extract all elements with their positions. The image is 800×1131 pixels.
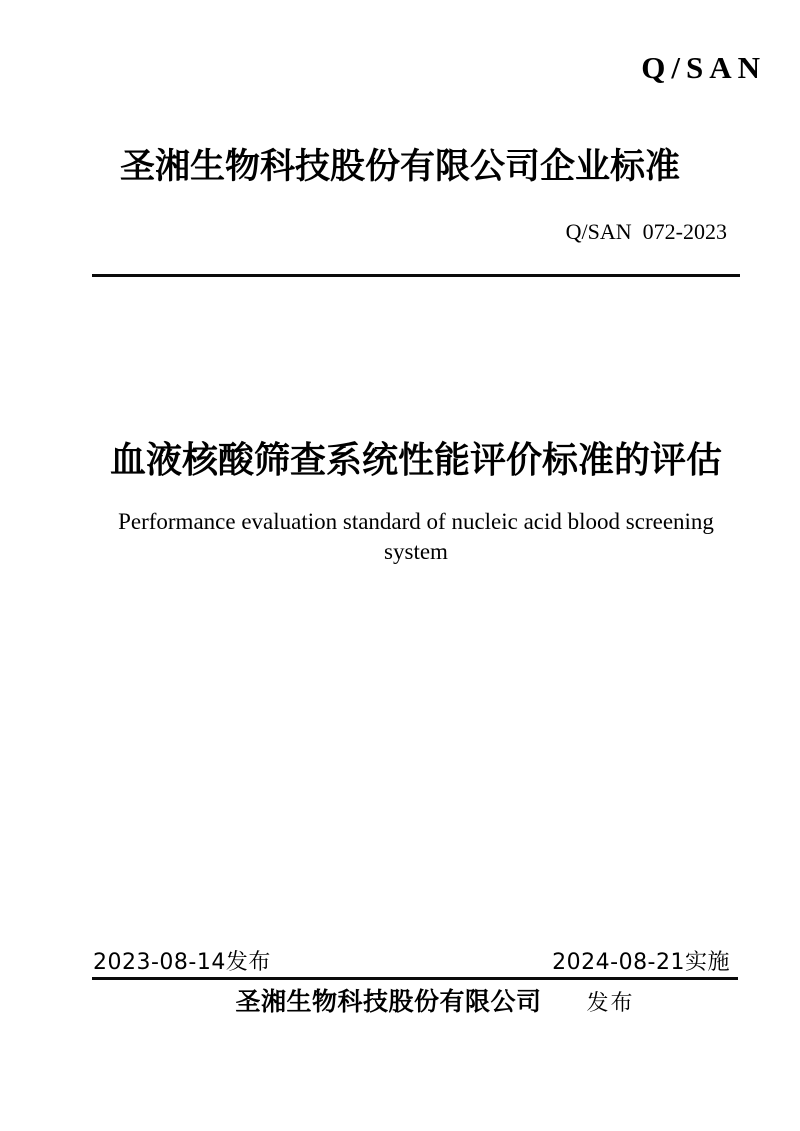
- implementation-date: 2024-08-21实施: [552, 950, 730, 975]
- footer-rule: [92, 977, 738, 980]
- dates-row: [93, 945, 730, 976]
- publisher-row: [92, 982, 740, 1018]
- header-rule: [92, 274, 740, 277]
- issue-date: 2023-08-14发布: [93, 950, 271, 975]
- document-title-en: Performance evaluation standard of nucleic acid blood screening system: [118, 509, 714, 564]
- publish-action-label: 发布: [586, 991, 635, 1016]
- standard-number: Q/SAN 072-2023: [565, 219, 727, 244]
- document-title-zh: 血液核酸筛查系统性能评价标准的评估: [109, 440, 722, 480]
- publisher-name: 圣湘生物科技股份有限公司: [235, 987, 542, 1016]
- enterprise-standard-title: 圣湘生物科技股份有限公司企业标准: [119, 147, 680, 186]
- company-logo: Q/SAN: [641, 50, 766, 85]
